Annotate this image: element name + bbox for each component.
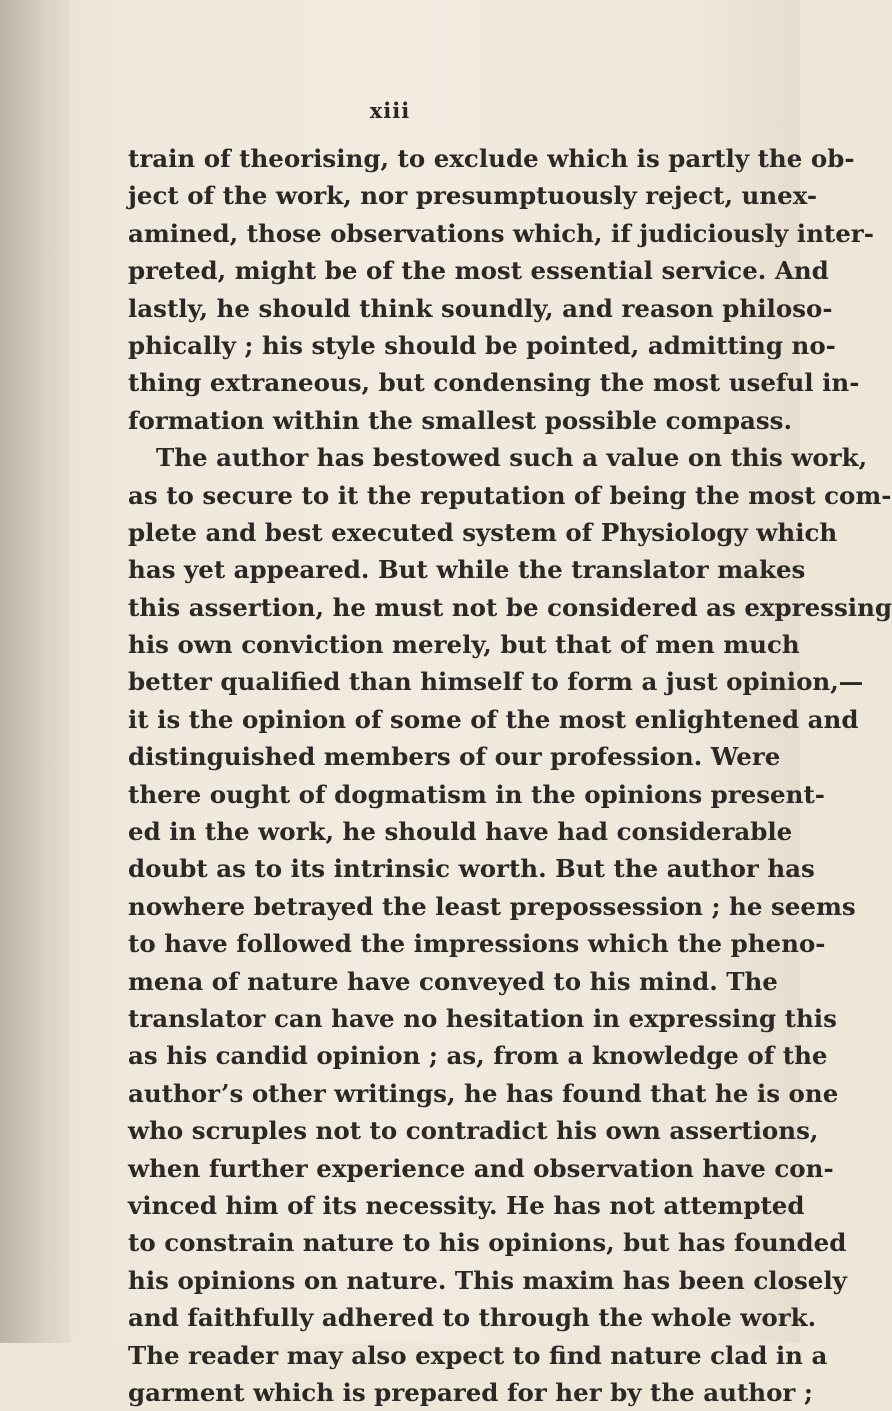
- text-line: to have followed the impressions which the pheno-: [128, 929, 826, 959]
- text-line: The author has bestowed such a value on this work,: [156, 443, 868, 473]
- text-line: The reader may also expect to find nature clad in a: [128, 1340, 828, 1370]
- text-line: it is the opinion of some of the most enlightened and: [128, 704, 859, 734]
- text-line: better qualified than himself to form a just opinion,—: [128, 667, 864, 697]
- text-line: ed in the work, he should have had considerable: [128, 817, 793, 847]
- body-text: [128, 140, 892, 1411]
- text-line: his own conviction merely, but that of men much: [128, 630, 800, 660]
- text-line: has yet appeared. But while the translator makes: [128, 555, 806, 585]
- text-line: vinced him of its necessity. He has not attempted: [128, 1190, 805, 1220]
- text-line: his opinions on nature. This maxim has been closely: [128, 1265, 847, 1295]
- text-line: mena of nature have conveyed to his mind. The: [128, 966, 778, 996]
- text-line: and faithfully adhered to through the whole work.: [128, 1303, 817, 1333]
- text-line: lastly, he should think soundly, and reason philoso-: [128, 293, 833, 323]
- text-line: phically ; his style should be pointed, admitting no-: [128, 330, 836, 360]
- text-line: translator can have no hesitation in expressing this: [128, 1003, 837, 1033]
- text-line: ject of the work, nor presumptuously reject, unex-: [128, 181, 818, 211]
- page-number: xiii: [369, 98, 411, 123]
- text-line: amined, those observations which, if judiciously inter-: [128, 218, 874, 248]
- text-line: as his candid opinion ; as, from a knowledge of the: [128, 1041, 828, 1071]
- text-line: garment which is prepared for her by the author ;: [128, 1377, 813, 1407]
- text-line: author’s other writings, he has found that he is one: [128, 1078, 839, 1108]
- text-line: distinguished members of our profession. Were: [128, 742, 781, 772]
- text-line: as to secure to it the reputation of being the most com-: [128, 480, 892, 510]
- page-gutter-shadow: [0, 0, 70, 1343]
- text-line: who scruples not to contradict his own assertions,: [128, 1116, 819, 1146]
- text-line: there ought of dogmatism in the opinions present-: [128, 779, 825, 809]
- text-line: to constrain nature to his opinions, but has founded: [128, 1228, 847, 1258]
- text-line: thing extraneous, but condensing the most useful in-: [128, 368, 860, 398]
- text-line: when further experience and observation have con-: [128, 1153, 834, 1183]
- text-line: formation within the smallest possible compass.: [128, 405, 792, 435]
- text-line: train of theorising, to exclude which is partly the ob-: [128, 144, 855, 173]
- text-line: plete and best executed system of Physiology which: [128, 517, 838, 547]
- text-line: this assertion, he must not be considered as expressing: [128, 592, 892, 622]
- text-line: doubt as to its intrinsic worth. But the author has: [128, 854, 815, 884]
- text-line: nowhere betrayed the least prepossession ; he seems: [128, 891, 856, 921]
- text-line: preted, might be of the most essential service. And: [128, 256, 829, 286]
